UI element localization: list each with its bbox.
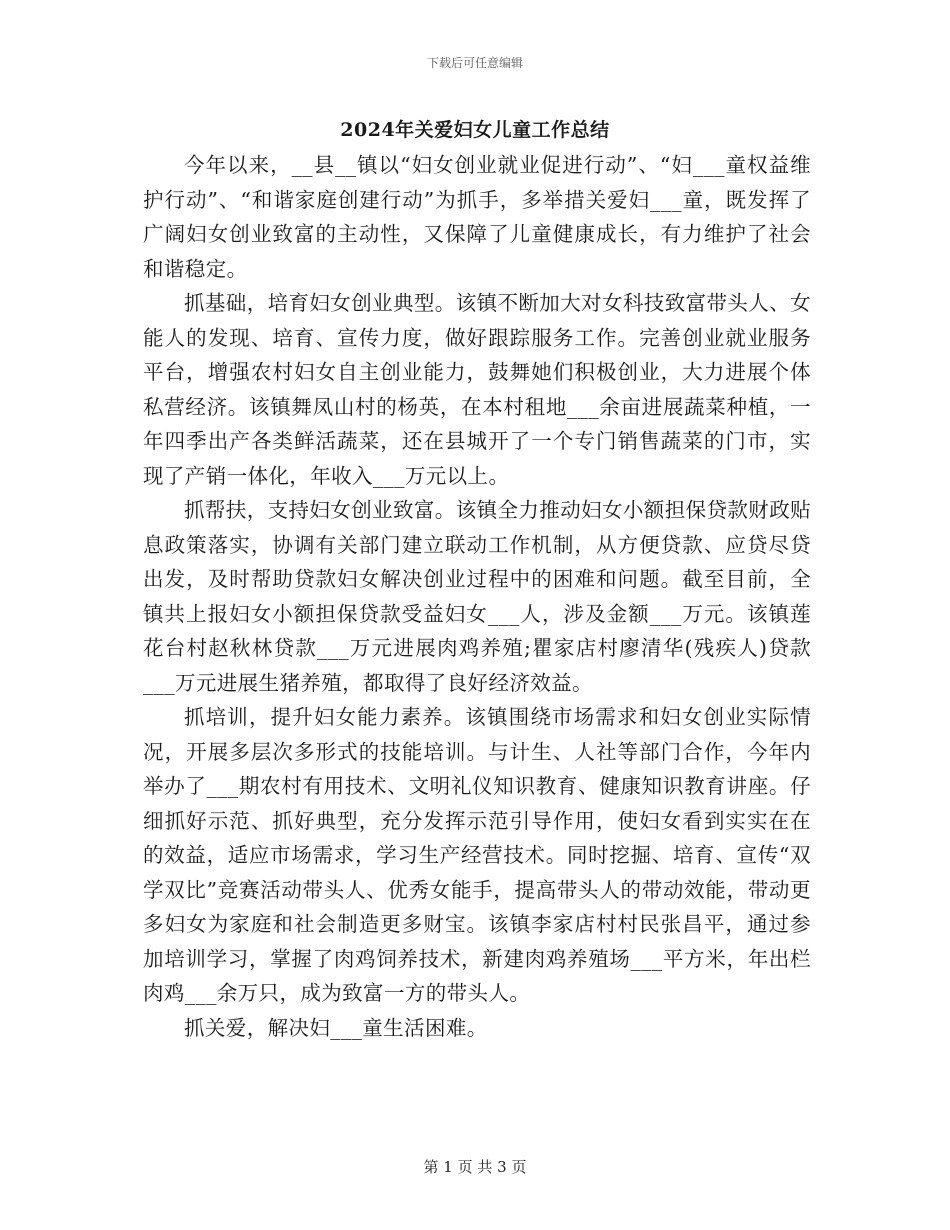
paragraph-support: 抓帮扶，支持妇女创业致富。该镇全力推动妇女小额担保贷款财政贴息政策落实，协调有关部门建立联动工作机制，从方便贷款、应贷尽贷出发，及时帮助贷款妇女解决创业过程中的困难和问题。截至目前，全镇共上报妇女小额担保贷款受益妇女___人，涉及金额___万元。该镇莲花台村赵秋林贷款___万元进展肉鸡养殖;瞿家店村廖清华(残疾人)贷款___万元进展生猪养殖，都取得了良好经济效益。 [143, 498, 811, 695]
header-note: 下载后可任意编辑 [426, 56, 523, 70]
paragraph-intro: 今年以来，__县__镇以“妇女创业就业促进行动”、“妇___童权益维护行动”、“和谐家庭创建行动”为抓手，多举措关爱妇___童，既发挥了广阔妇女创业致富的主动性，又保障了儿童健康成长，有力维护了社会和谐稳定。 [143, 153, 811, 281]
paragraph-care: 抓关爱，解决妇___童生活困难。 [184, 1015, 488, 1040]
document-title: 2024年关爱妇女儿童工作总结 [340, 119, 610, 141]
page-number: 第 1 页 共 3 页 [423, 1158, 527, 1176]
document-body [143, 148, 811, 1045]
paragraph-training: 抓培训，提升妇女能力素养。该镇围绕市场需求和妇女创业实际情况，开展多层次多形式的技能培训。与计生、人社等部门合作，今年内举办了___期农村有用技术、文明礼仪知识教育、健康知识教育讲座。仔细抓好示范、抓好典型，充分发挥示范引导作用，使妇女看到实实在在的效益，适应市场需求，学习生产经营技术。同时挖掘、培育、宣传“双学双比”竞赛活动带头人、优秀女能手，提高带头人的带动效能，带动更多妇女为家庭和社会制造更多财宝。该镇李家店村村民张昌平，通过参加培训学习，掌握了肉鸡饲养技术，新建肉鸡养殖场___平方米，年出栏肉鸡___余万只，成为致富一方的带头人。 [143, 705, 811, 1005]
paragraph-foundation: 抓基础，培育妇女创业典型。该镇不断加大对女科技致富带头人、女能人的发现、培育、宣传力度，做好跟踪服务工作。完善创业就业服务平台，增强农村妇女自主创业能力，鼓舞她们积极创业，大力进展个体私营经济。该镇舞凤山村的杨英，在本村租地___余亩进展蔬菜种植，一年四季出产各类鲜活蔬菜，还在县城开了一个专门销售蔬菜的门市，实现了产销一体化，年收入___万元以上。 [143, 291, 811, 488]
